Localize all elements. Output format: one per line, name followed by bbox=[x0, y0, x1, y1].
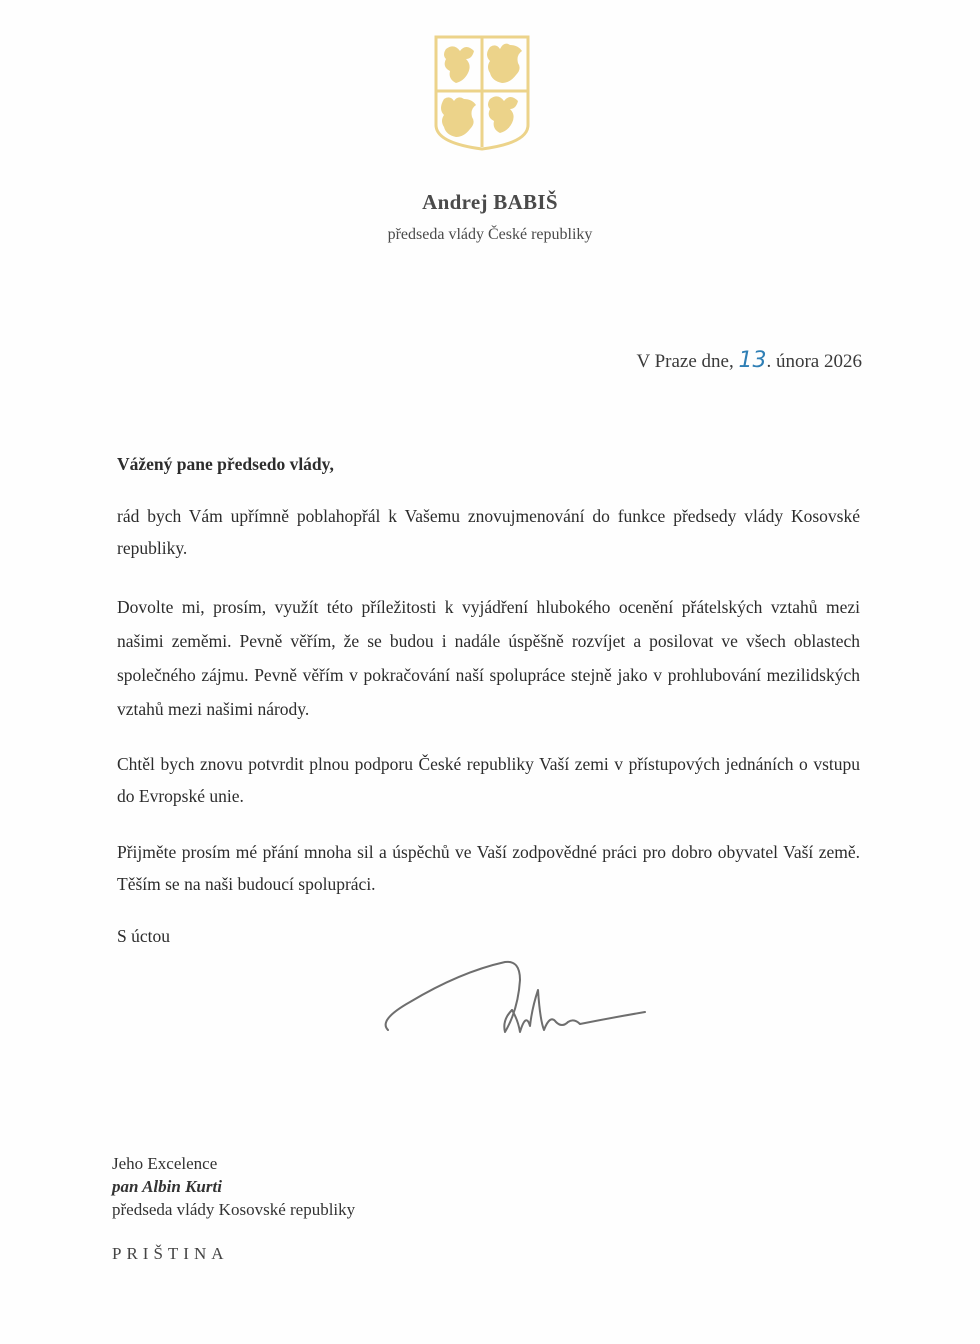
lion-icon-bottom-right bbox=[488, 96, 518, 133]
recipient-block bbox=[112, 1152, 355, 1221]
handwritten-signature bbox=[380, 950, 660, 1045]
date-suffix: . února 2026 bbox=[766, 351, 862, 372]
date-line bbox=[636, 348, 862, 373]
signature-loop-stroke bbox=[386, 962, 520, 1032]
lion-icon-top-left bbox=[444, 46, 474, 83]
eagle-icon-top-right bbox=[487, 44, 522, 83]
recipient-honorific: Jeho Excelence bbox=[112, 1154, 218, 1173]
recipient-name: pan Albin Kurti bbox=[112, 1177, 222, 1196]
paragraph-relations: Dovolte mi, prosím, využít této příležitosti k vyjádření hlubokého ocenění přátelských vztahů mezi našimi zeměmi. Pevně věřím, že se budou i nadále úspěšně rozvíjet a posilovat ve všech oblastech společného zájmu. Pevně věřím v pokračování naší spolupráce stejně jako v prohlubování mezilidských vztahů mezi našimi národy. bbox=[117, 597, 860, 719]
closing: S úctou bbox=[117, 926, 170, 946]
paragraph-congratulation: rád bych Vám upřímně poblahopřál k Vašemu znovujmenování do funkce předsedy vlády Kosovské republiky. bbox=[117, 506, 860, 558]
signature-letters-stroke bbox=[512, 990, 645, 1032]
coat-of-arms-emblem bbox=[432, 33, 532, 153]
eagle-icon-bottom-left bbox=[441, 97, 476, 137]
date-day-handwritten: 13 bbox=[738, 348, 767, 373]
recipient-title: předseda vlády Kosovské republiky bbox=[112, 1200, 356, 1219]
date-prefix: V Praze dne, bbox=[636, 351, 739, 372]
salutation: Vážený pane předsedo vlády, bbox=[117, 454, 334, 474]
sender-title: předseda vlády České republiky bbox=[387, 226, 593, 243]
recipient-city: PRIŠTINA bbox=[112, 1244, 229, 1263]
sender-name: Andrej BABIŠ bbox=[422, 190, 558, 214]
paragraph-wishes: Přijměte prosím mé přání mnoha sil a úspěchů ve Vaší zodpovědné práci pro dobro obyvatel Vaší země. Těším se na naši budoucí spolupráci. bbox=[117, 842, 860, 894]
paragraph-eu-support: Chtěl bych znovu potvrdit plnou podporu České republiky Vaší zemi v přístupových jednáních o vstupu do Evropské unie. bbox=[117, 754, 860, 806]
